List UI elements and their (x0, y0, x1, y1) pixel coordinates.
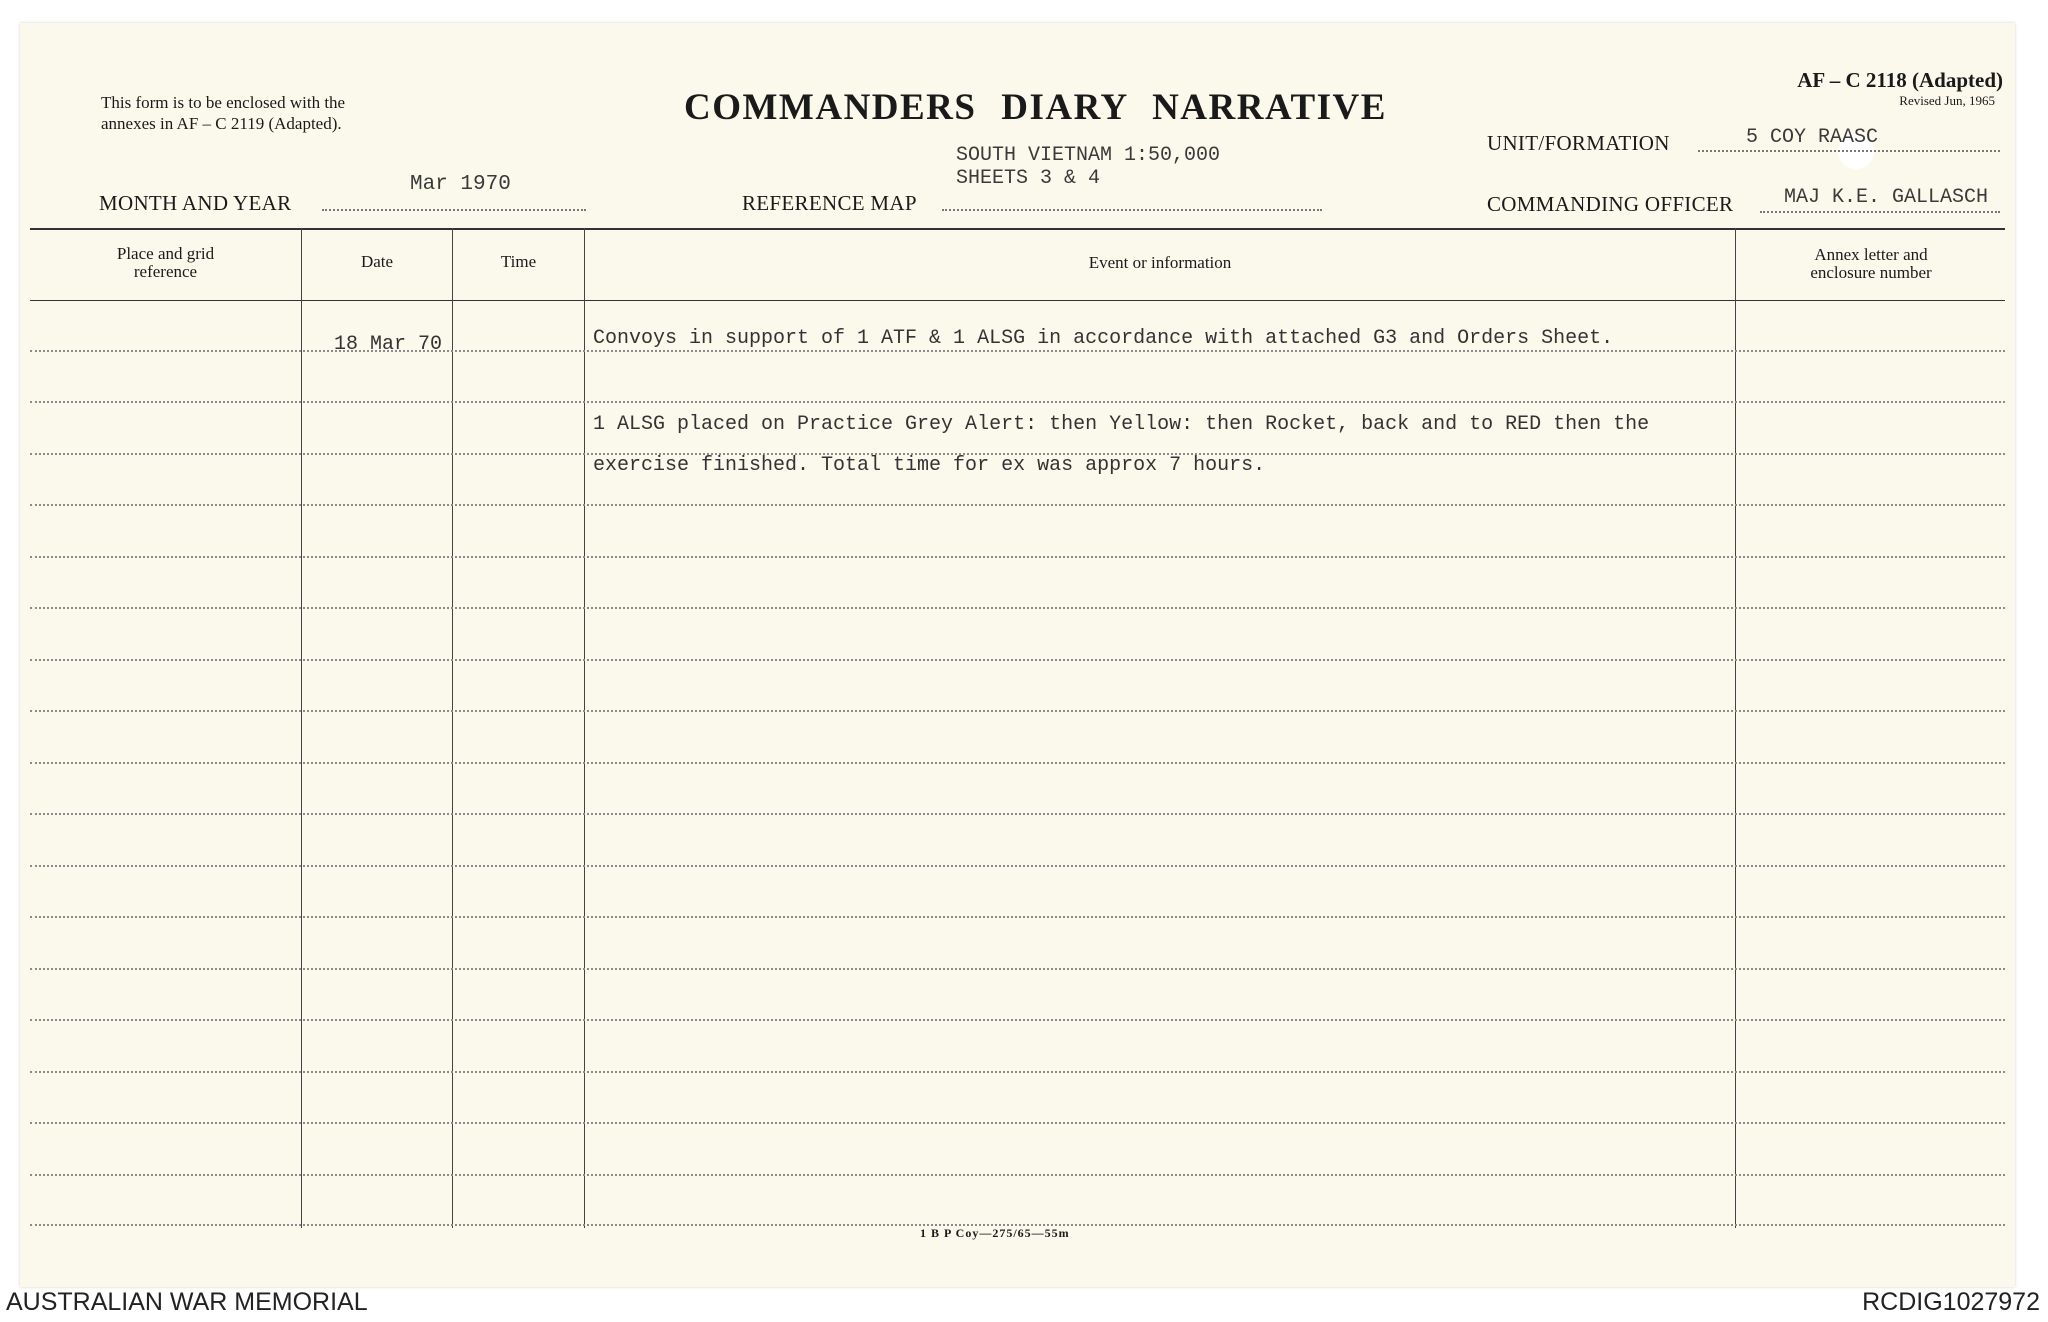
column-divider-event (1735, 228, 1736, 1228)
enclosure-note-line2: annexes in AF – C 2119 (Adapted). (101, 114, 342, 133)
unit-formation-underline (1698, 150, 2000, 152)
column-divider-date (452, 228, 453, 1228)
reference-map-underline (942, 209, 1322, 211)
enclosure-note-line1: This form is to be enclosed with the (101, 93, 346, 112)
reference-map-line1: SOUTH VIETNAM 1:50,000 (956, 144, 1221, 167)
column-header-place-line2: reference (133, 262, 198, 281)
ruled-line-6 (30, 607, 2005, 609)
entry-line-2: 1 ALSG placed on Practice Grey Alert: then Yellow: then Rocket, back and to RED then the (593, 413, 1650, 436)
entry-date: 18 Mar 70 (334, 333, 443, 356)
ruled-line-9 (30, 762, 2005, 764)
column-header-place (30, 245, 301, 281)
ruled-line-12 (30, 916, 2005, 918)
entry-line-3: exercise finished. Total time for ex was approx 7 hours. (593, 454, 1266, 477)
month-year-underline (322, 209, 586, 211)
entry-line-1: Convoys in support of 1 ATF & 1 ALSG in accordance with attached G3 and Orders Sheet. (593, 327, 1614, 350)
column-divider-place (301, 228, 302, 1228)
column-header-time: Time (500, 252, 537, 271)
column-header-annex-line2: enclosure number (1810, 263, 1932, 282)
ruled-line-14 (30, 1019, 2005, 1021)
print-code: 1 B P Coy—275/65—55m (920, 1226, 1070, 1240)
column-header-annex (1736, 246, 2006, 282)
column-header-place-line1: Place and grid (116, 244, 215, 263)
month-year-value: Mar 1970 (410, 173, 511, 196)
ruled-line-4 (30, 504, 2005, 506)
table-top-border (30, 228, 2005, 230)
unit-formation-label: UNIT/FORMATION (1487, 131, 1670, 155)
table-header-border (30, 300, 2005, 301)
commanding-officer-label: COMMANDING OFFICER (1487, 192, 1734, 216)
commanding-officer-value: MAJ K.E. GALLASCH (1784, 186, 1989, 209)
ruled-line-7 (30, 659, 2005, 661)
form-title: COMMANDERS DIARY NARRATIVE (684, 87, 1387, 128)
ruled-line-8 (30, 710, 2005, 712)
ruled-line-17 (30, 1174, 2005, 1176)
form-number: AF – C 2118 (Adapted) (1797, 68, 2003, 92)
revised-date: Revised Jun, 1965 (1899, 93, 1995, 108)
ruled-line-16 (30, 1122, 2005, 1124)
archive-credit-right: RCDIG1027972 (1862, 1288, 2040, 1316)
ruled-line-2 (30, 401, 2005, 403)
ruled-line-1 (30, 350, 2005, 352)
ruled-line-13 (30, 968, 2005, 970)
column-header-date: Date (360, 252, 394, 271)
column-divider-time (584, 228, 585, 1228)
enclosure-note (101, 92, 345, 134)
ruled-line-10 (30, 813, 2005, 815)
commanding-officer-underline (1760, 211, 2000, 213)
diary-sheet (20, 23, 2015, 1287)
unit-formation-value: 5 COY RAASC (1746, 126, 1879, 149)
column-header-annex-line1: Annex letter and (1814, 245, 1928, 264)
archive-credit-left: AUSTRALIAN WAR MEMORIAL (6, 1288, 368, 1316)
ruled-line-11 (30, 865, 2005, 867)
month-year-label: MONTH AND YEAR (99, 191, 292, 215)
reference-map-line2: SHEETS 3 & 4 (956, 167, 1101, 190)
ruled-line-5 (30, 556, 2005, 558)
column-header-event: Event or information (1088, 253, 1232, 272)
reference-map-label: REFERENCE MAP (742, 191, 917, 215)
ruled-line-15 (30, 1071, 2005, 1073)
